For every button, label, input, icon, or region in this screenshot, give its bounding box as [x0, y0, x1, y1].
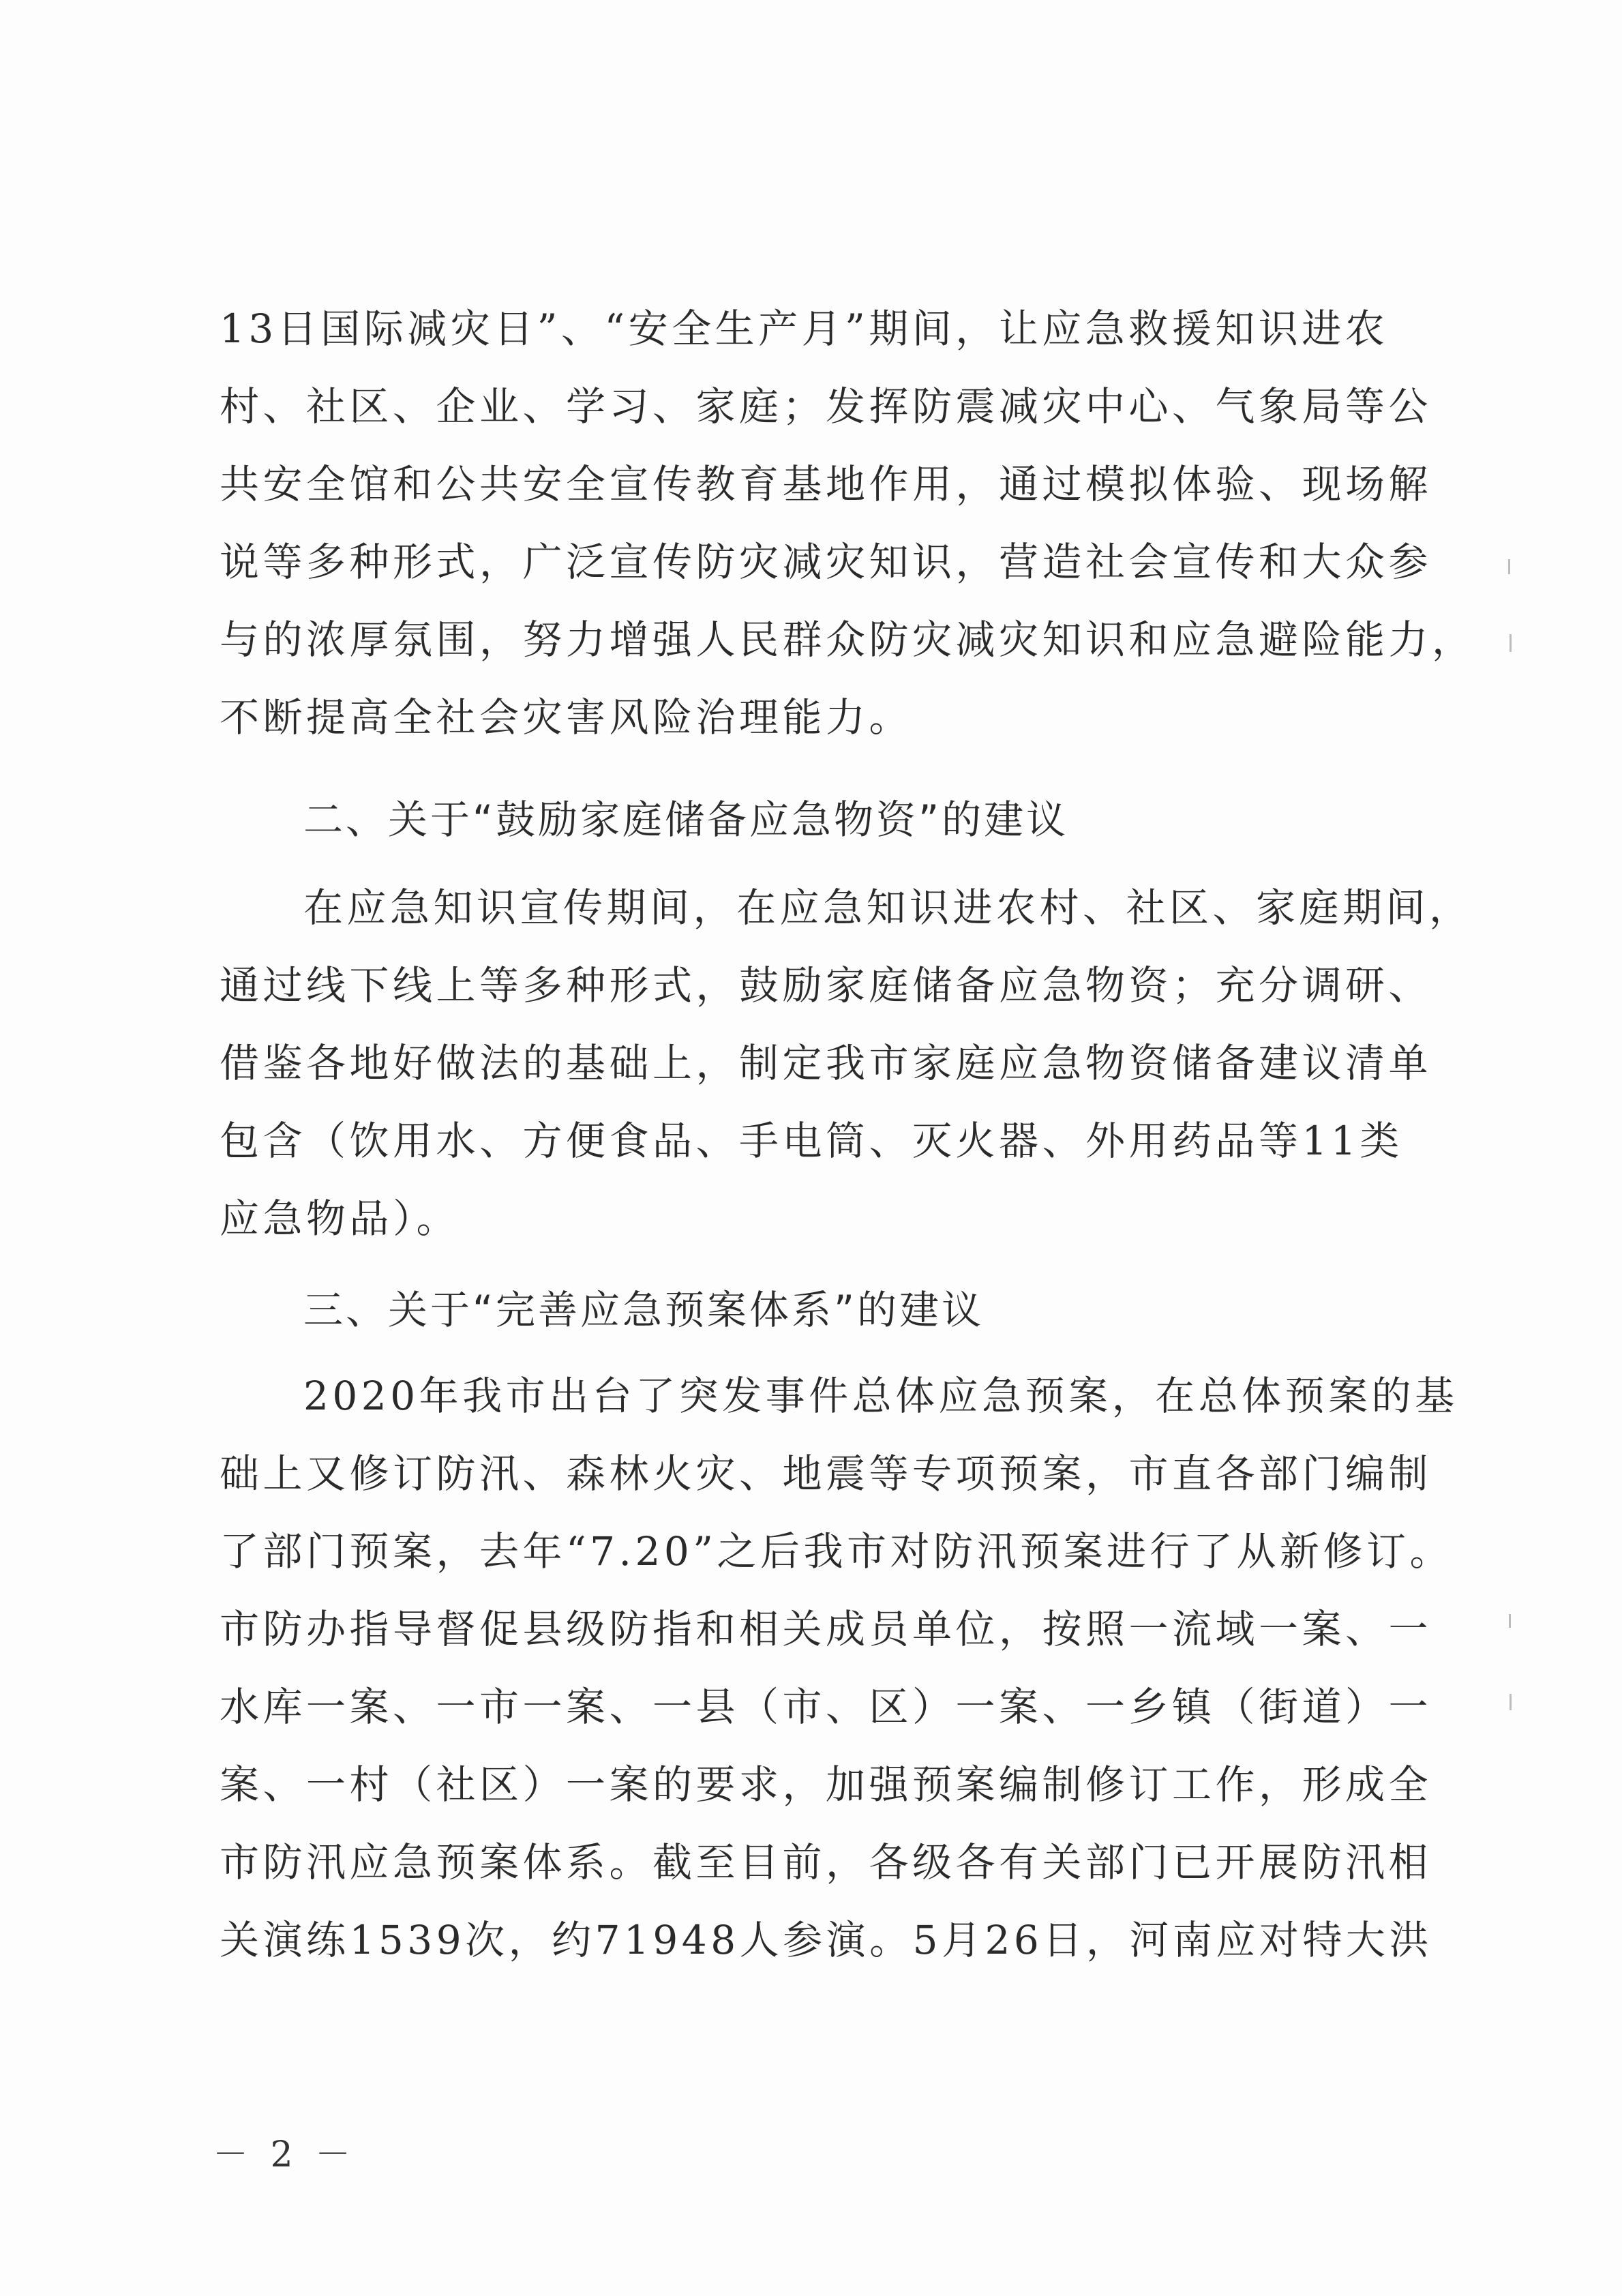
body-line-6: 不断提高全社会灾害风险治理能力。 [220, 694, 913, 741]
body-line-10: 包含（饮用水、方便食品、手电筒、灭火器、外用药品等11类 [220, 1118, 1403, 1164]
body-line-5: 与的浓厚氛围，努力增强人民群众防灾减灾知识和应急避险能力， [220, 616, 1475, 663]
scan-mark [1510, 634, 1512, 652]
body-line-3: 共安全馆和公共安全宣传教育基地作用，通过模拟体验、现场解 [220, 461, 1432, 507]
body-line-8: 通过线下线上等多种形式，鼓励家庭储备应急物资；充分调研、 [220, 962, 1432, 1009]
body-line-1: 13日国际减灾日”、“安全生产月”期间，让应急救援知识进农 [220, 305, 1389, 352]
body-line-4: 说等多种形式，广泛宣传防灾减灾知识，营造社会宣传和大众参 [220, 539, 1432, 585]
body-line-7: 在应急知识宣传期间，在应急知识进农村、社区、家庭期间， [303, 884, 1473, 931]
section-heading-2: 二、关于“鼓励家庭储备应急物资”的建议 [303, 796, 1069, 843]
body-line-15: 市防办指导督促县级防指和相关成员单位，按照一流域一案、一 [220, 1606, 1432, 1652]
body-line-9: 借鉴各地好做法的基础上，制定我市家庭应急物资储备建议清单 [220, 1040, 1432, 1086]
body-line-11: 应急物品）。 [220, 1195, 460, 1242]
body-line-12: 2020年我市出台了突发事件总体应急预案，在总体预案的基 [303, 1373, 1458, 1419]
scan-mark [1508, 559, 1510, 574]
scan-mark [1510, 1694, 1512, 1710]
body-line-2: 村、社区、企业、学习、家庭；发挥防震减灾中心、气象局等公 [220, 383, 1432, 430]
body-line-16: 水库一案、一市一案、一县（市、区）一案、一乡镇（街道）一 [220, 1684, 1432, 1730]
scan-mark [1509, 1614, 1511, 1628]
body-line-19: 关演练1539次，约71948人参演。5月26日，河南应对特大洪 [220, 1917, 1432, 1963]
body-line-17: 案、一村（社区）一案的要求，加强预案编制修订工作，形成全 [220, 1761, 1432, 1808]
body-line-18: 市防汛应急预案体系。截至目前，各级各有关部门已开展防汛相 [220, 1839, 1432, 1885]
body-line-13: 础上又修订防汛、森林火灾、地震等专项预案，市直各部门编制 [220, 1450, 1432, 1497]
body-line-14: 了部门预案，去年“7.20”之后我市对防汛预案进行了从新修订。 [220, 1528, 1453, 1575]
section-heading-3: 三、关于“完善应急预案体系”的建议 [303, 1287, 985, 1333]
page-number: － 2 － [213, 2134, 357, 2175]
